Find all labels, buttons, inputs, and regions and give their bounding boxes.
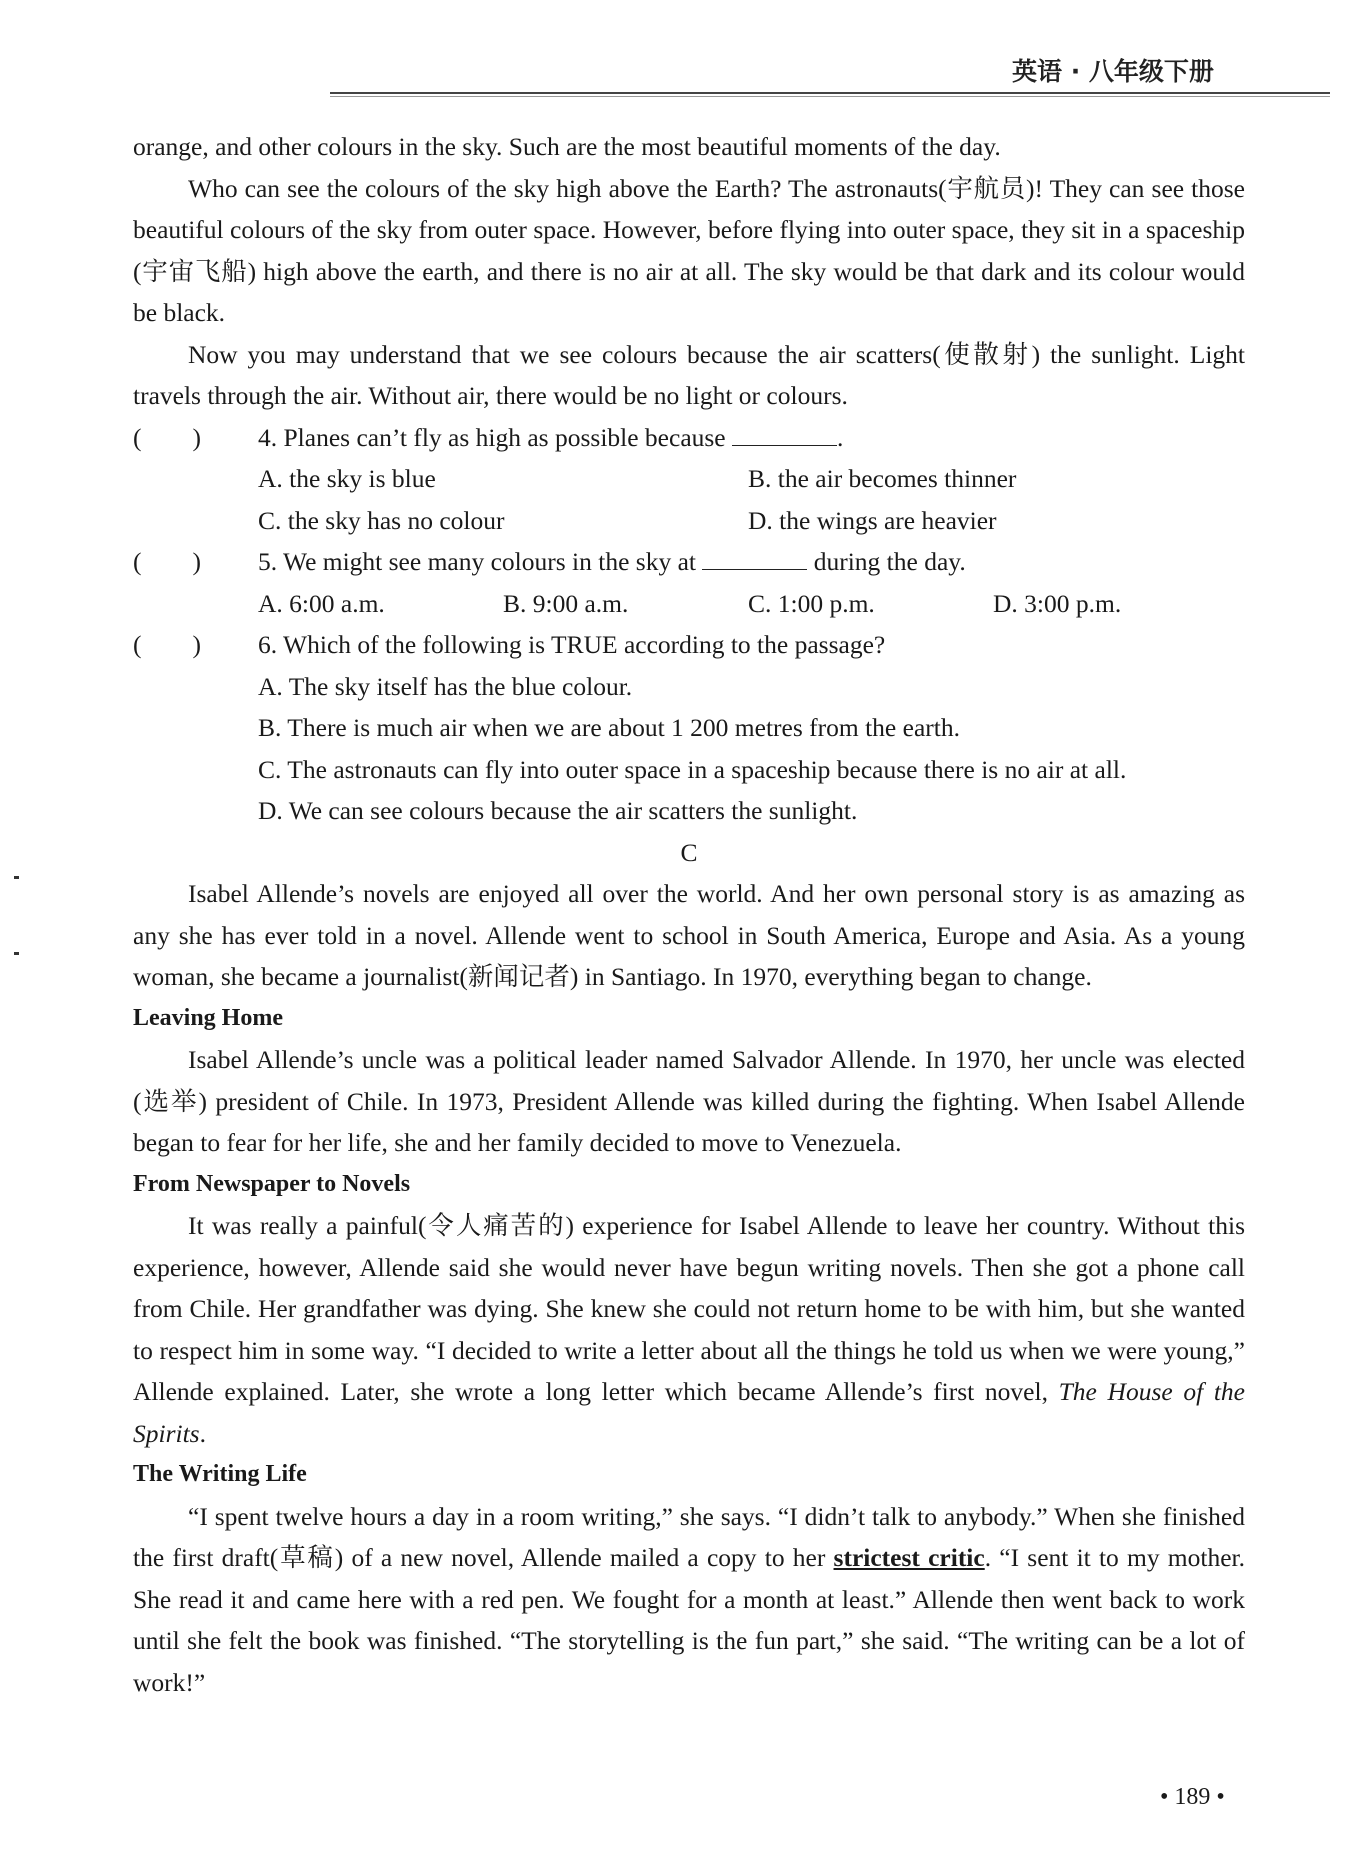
subheading: From Newspaper to Novels	[133, 1170, 411, 1197]
paragraph: Who can see the colours of the sky high above the Earth? The astronauts(宇航员)! They can see those beautiful colours of the sky from outer space. However, before flying into outer space, they sit in a spaceship (宇宙飞船) high above the earth, and there is no air at all. The sky would be that dark and its colour would be black.	[133, 173, 1245, 327]
subheading: The Writing Life	[133, 1461, 307, 1487]
answer-bracket: ( )	[133, 547, 201, 576]
option-c: C. the sky has no colour	[258, 505, 505, 535]
option-d: D. 3:00 p.m.	[993, 588, 1122, 618]
question-4	[133, 417, 1245, 542]
book-title: The House of the Spirits	[133, 1377, 1245, 1448]
question-5	[133, 541, 1245, 624]
option-b: B. There is much air when we are about 1 200 metres from the earth.	[258, 713, 960, 742]
paragraph-text: It was really a painful(令人痛苦的) experience for Isabel Allende to leave her country. Without this experience, however, Allende said she would never have begun writing novels. Then she got a phone call from Chile. Her grandfather was dying. She knew she could not return home to be with him, but she wanted to respect him in some way. “I decided to write a letter about all the things he told us when we were young,” Allende explained. Later, she wrote a long letter which became Allende’s first novel,	[133, 1211, 1245, 1406]
page-content	[133, 126, 1245, 1703]
question-stem: 4. Planes can’t fly as high as possible because	[258, 422, 726, 452]
header-rule	[330, 92, 1330, 94]
paragraph: Isabel Allende’s uncle was a political leader named Salvador Allende. In 1970, her uncle was elected (选举) president of Chile. In 1973, President Allende was killed during the fighting. When Isabel Allende began to fear for her life, she and her family decided to move to Venezuela.	[133, 1045, 1245, 1157]
subheading: Leaving Home	[133, 1004, 283, 1031]
option-d: D. the wings are heavier	[748, 505, 997, 535]
option-c: C. The astronauts can fly into outer space in a spaceship because there is no air at all.	[258, 754, 1127, 784]
answer-blank	[732, 419, 837, 446]
question-6	[133, 624, 1245, 832]
question-stem-end: during the day.	[813, 547, 966, 576]
answer-bracket: ( )	[133, 422, 201, 452]
option-d: D. We can see colours because the air scatters the sunlight.	[258, 796, 858, 825]
paragraph-text: “I spent twelve hours a day in a room writing,” she says. “I didn’t talk to anybody.” When she finished the first draft(草稿) of a new novel, Allende mailed a copy to her	[133, 1501, 1245, 1572]
paragraph: orange, and other colours in the sky. Such are the most beautiful moments of the day.	[133, 132, 1001, 161]
paragraph-text: . “I sent it to my mother. She read it and came here with a red pen. We fought for a month at least.” Allende then went back to work until she felt the book was finished. “The storytelling is the fun part,” she said. “The writing can be a lot of work!”	[133, 1543, 1245, 1697]
question-stem: 6. Which of the following is TRUE according to the passage?	[258, 630, 886, 659]
paragraph	[133, 1496, 1245, 1704]
option-b: B. the air becomes thinner	[748, 464, 1017, 493]
question-stem: 5. We might see many colours in the sky at	[258, 547, 696, 576]
underlined-phrase: strictest critic	[833, 1543, 985, 1572]
margin-mark	[14, 876, 19, 879]
option-a: A. 6:00 a.m.	[258, 588, 385, 618]
paragraph-end: .	[199, 1418, 206, 1448]
paragraph	[133, 1205, 1245, 1454]
paragraph: Isabel Allende’s novels are enjoyed all over the world. And her own personal story is as amazing as any she has ever told in a novel. Allende went to school in South America, Europe and Asia. As a young woman, she became a journalist(新闻记者) in Santiago. In 1970, everything began to change.	[133, 879, 1245, 991]
answer-bracket: ( )	[133, 630, 201, 659]
header-rule-thin	[330, 96, 1330, 97]
option-b: B. 9:00 a.m.	[503, 588, 629, 618]
section-letter: C	[680, 837, 698, 867]
page-header-title: 英语 · 八年级下册	[1012, 57, 1214, 86]
option-a: A. The sky itself has the blue colour.	[258, 671, 633, 701]
option-a: A. the sky is blue	[258, 464, 436, 493]
page-number: • 189 •	[1160, 1784, 1225, 1810]
question-stem-end: .	[837, 422, 844, 452]
option-c: C. 1:00 p.m.	[748, 588, 875, 618]
answer-blank	[702, 543, 807, 570]
paragraph: Now you may understand that we see colours because the air scatters(使散射) the sunlight. Light travels through the air. Without air, there would be no light or colours.	[133, 339, 1245, 410]
margin-mark	[14, 952, 19, 955]
